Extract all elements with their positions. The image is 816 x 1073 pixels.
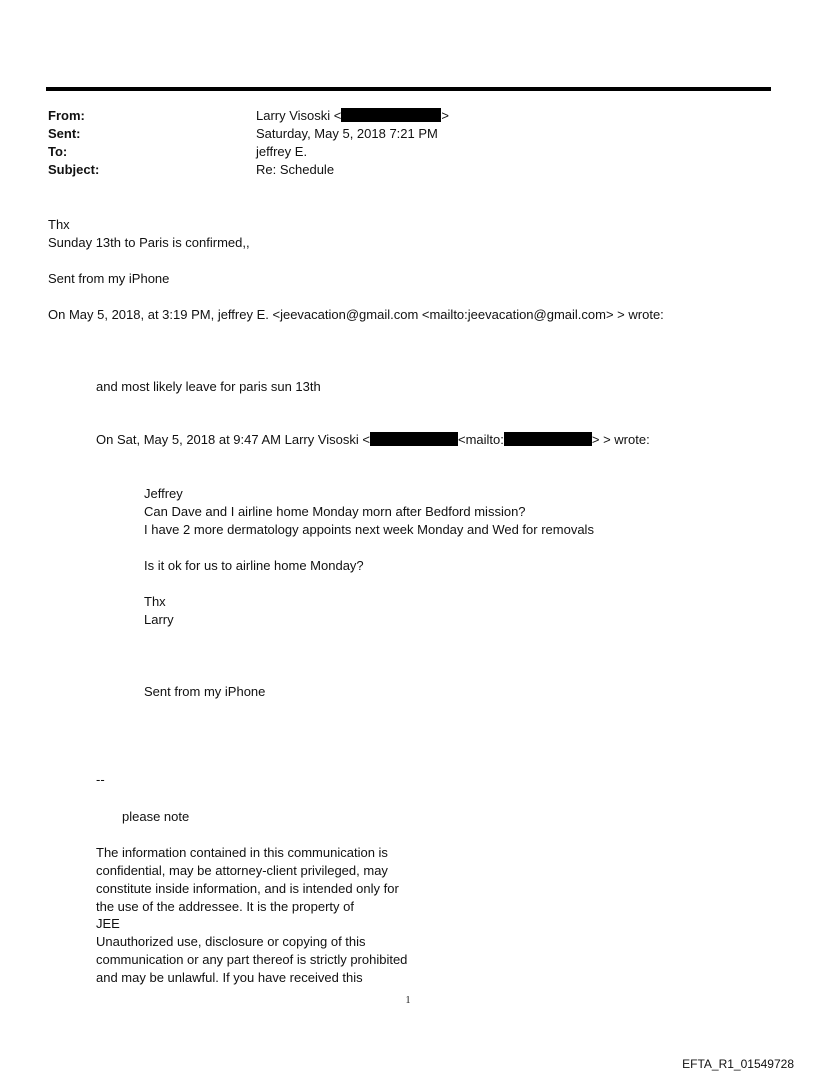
body-line: Larry xyxy=(144,612,174,627)
body-line: Thx xyxy=(144,594,166,609)
from-name: Larry Visoski < xyxy=(256,108,342,123)
subject-label: Subject: xyxy=(48,162,100,177)
to-value: jeffrey E. xyxy=(256,144,308,159)
quoted-attribution: On May 5, 2018, at 3:19 PM, jeffrey E. <jeevacation@gmail.com <mailto:jeevacation@gmail.com> > wrote: xyxy=(48,307,664,322)
sent-value: Saturday, May 5, 2018 7:21 PM xyxy=(256,126,438,141)
header-rule xyxy=(46,87,771,91)
from-value xyxy=(256,107,449,125)
redaction-box xyxy=(504,432,592,446)
attribution-text: On Sat, May 5, 2018 at 9:47 AM Larry Visoski < xyxy=(96,432,370,447)
disclaimer-line: and may be unlawful. If you have received this xyxy=(96,970,363,985)
disclaimer-line: JEE xyxy=(96,916,120,931)
disclaimer-line: Unauthorized use, disclosure or copying of this xyxy=(96,934,366,949)
body-line: Sent from my iPhone xyxy=(144,684,266,699)
from-label: From: xyxy=(48,108,85,123)
disclaimer-line: communication or any part thereof is strictly prohibited xyxy=(96,952,408,967)
sent-label: Sent: xyxy=(48,126,81,141)
to-label: To: xyxy=(48,144,68,159)
disclaimer-line: confidential, may be attorney-client privileged, may xyxy=(96,863,388,878)
mailto-text: <mailto: xyxy=(457,432,504,447)
body-line: and most likely leave for paris sun 13th xyxy=(96,379,321,394)
body-line: Is it ok for us to airline home Monday? xyxy=(144,558,364,573)
quoted-attribution xyxy=(96,431,650,448)
body-line: Thx xyxy=(48,217,70,232)
body-line: Can Dave and I airline home Monday morn after Bedford mission? xyxy=(144,504,526,519)
disclaimer-line: The information contained in this communication is xyxy=(96,845,388,860)
redaction-box xyxy=(341,108,441,122)
document-id: EFTA_R1_01549728 xyxy=(682,1057,794,1071)
subject-value: Re: Schedule xyxy=(256,162,335,177)
signature-note: please note xyxy=(122,809,190,824)
signature-dashes: -- xyxy=(96,772,105,787)
disclaimer-line: the use of the addressee. It is the property of xyxy=(96,899,354,914)
attribution-end: > > wrote: xyxy=(591,432,650,447)
body-line: Jeffrey xyxy=(144,486,183,501)
disclaimer-line: constitute inside information, and is intended only for xyxy=(96,881,399,896)
page-number: 1 xyxy=(405,995,411,1006)
body-line: Sunday 13th to Paris is confirmed,, xyxy=(48,235,250,250)
redaction-box xyxy=(370,432,458,446)
body-line: Sent from my iPhone xyxy=(48,271,170,286)
from-close: > xyxy=(441,108,449,123)
body-line: I have 2 more dermatology appoints next week Monday and Wed for removals xyxy=(144,522,594,537)
